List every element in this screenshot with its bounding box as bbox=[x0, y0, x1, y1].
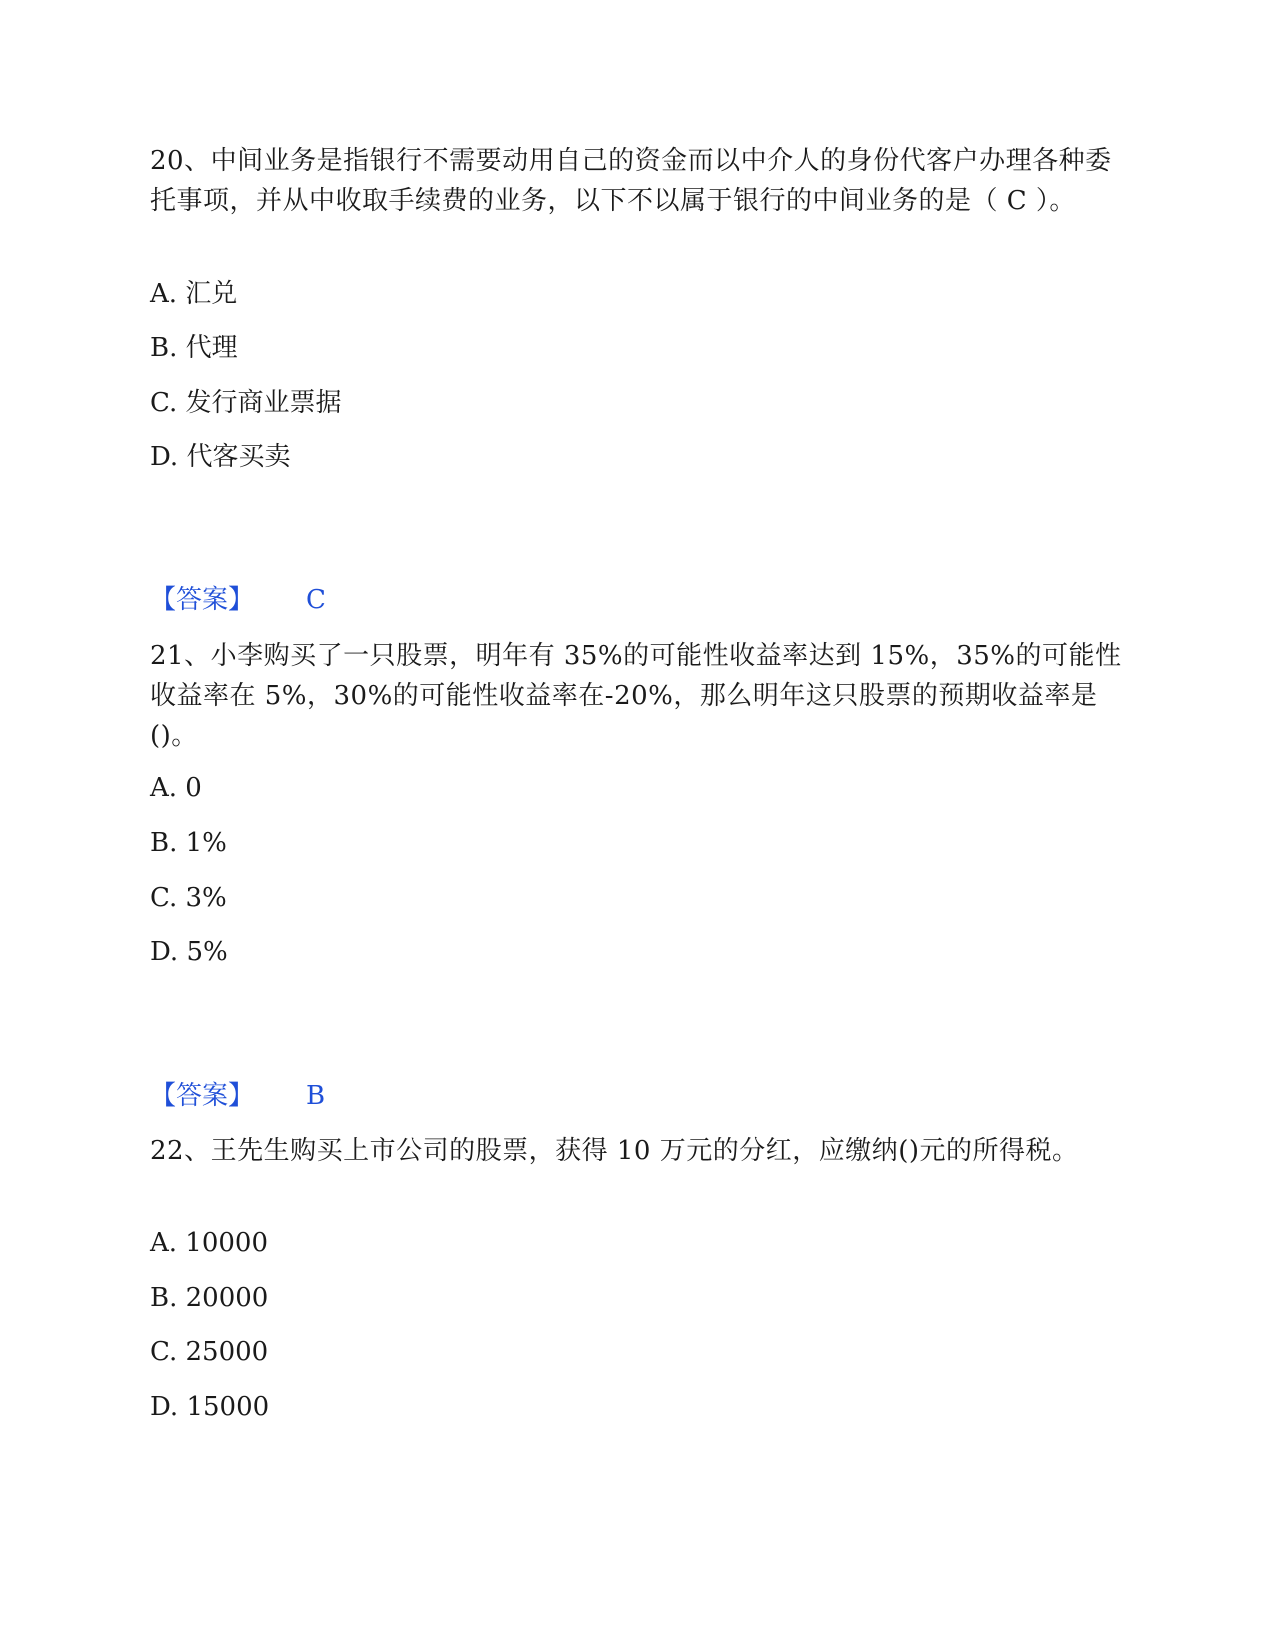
answer-tag: 【答案】 bbox=[150, 1081, 255, 1111]
question-21-answer bbox=[150, 1079, 325, 1113]
question-22-option-a: A. 10000 bbox=[150, 1228, 269, 1258]
question-22-option-d: D. 15000 bbox=[150, 1392, 270, 1422]
question-20-option-c: C. 发行商业票据 bbox=[150, 388, 342, 418]
question-21-stem: 21、小李购买了一只股票，明年有 35%的可能性收益率达到 15%，35%的可能性收益率在 5%，30%的可能性收益率在-20%，那么明年这只股票的预期收益率是()。 bbox=[150, 641, 1122, 751]
question-20-option-b: B. 代理 bbox=[150, 333, 238, 363]
question-20-stem: 20、中间业务是指银行不需要动用自己的资金而以中介人的身份代客户办理各种委托事项，并从中收取手续费的业务，以下不以属于银行的中间业务的是（ C ）。 bbox=[150, 146, 1112, 216]
question-20-option-d: D. 代客买卖 bbox=[150, 442, 291, 472]
answer-value: B bbox=[306, 1081, 326, 1111]
question-20-option-a: A. 汇兑 bbox=[150, 279, 238, 309]
question-20-answer bbox=[150, 583, 326, 617]
answer-value: C bbox=[306, 585, 326, 615]
question-21-option-a: A. 0 bbox=[150, 773, 202, 803]
question-22-option-c: C. 25000 bbox=[150, 1337, 269, 1367]
question-22-stem: 22、王先生购买上市公司的股票，获得 10 万元的分红，应缴纳()元的所得税。 bbox=[150, 1136, 1079, 1166]
question-21-option-c: C. 3% bbox=[150, 883, 227, 913]
document-page bbox=[150, 0, 1125, 1650]
question-21-option-d: D. 5% bbox=[150, 937, 228, 967]
question-22-option-b: B. 20000 bbox=[150, 1283, 269, 1313]
answer-tag: 【答案】 bbox=[150, 585, 255, 615]
question-21-option-b: B. 1% bbox=[150, 828, 227, 858]
